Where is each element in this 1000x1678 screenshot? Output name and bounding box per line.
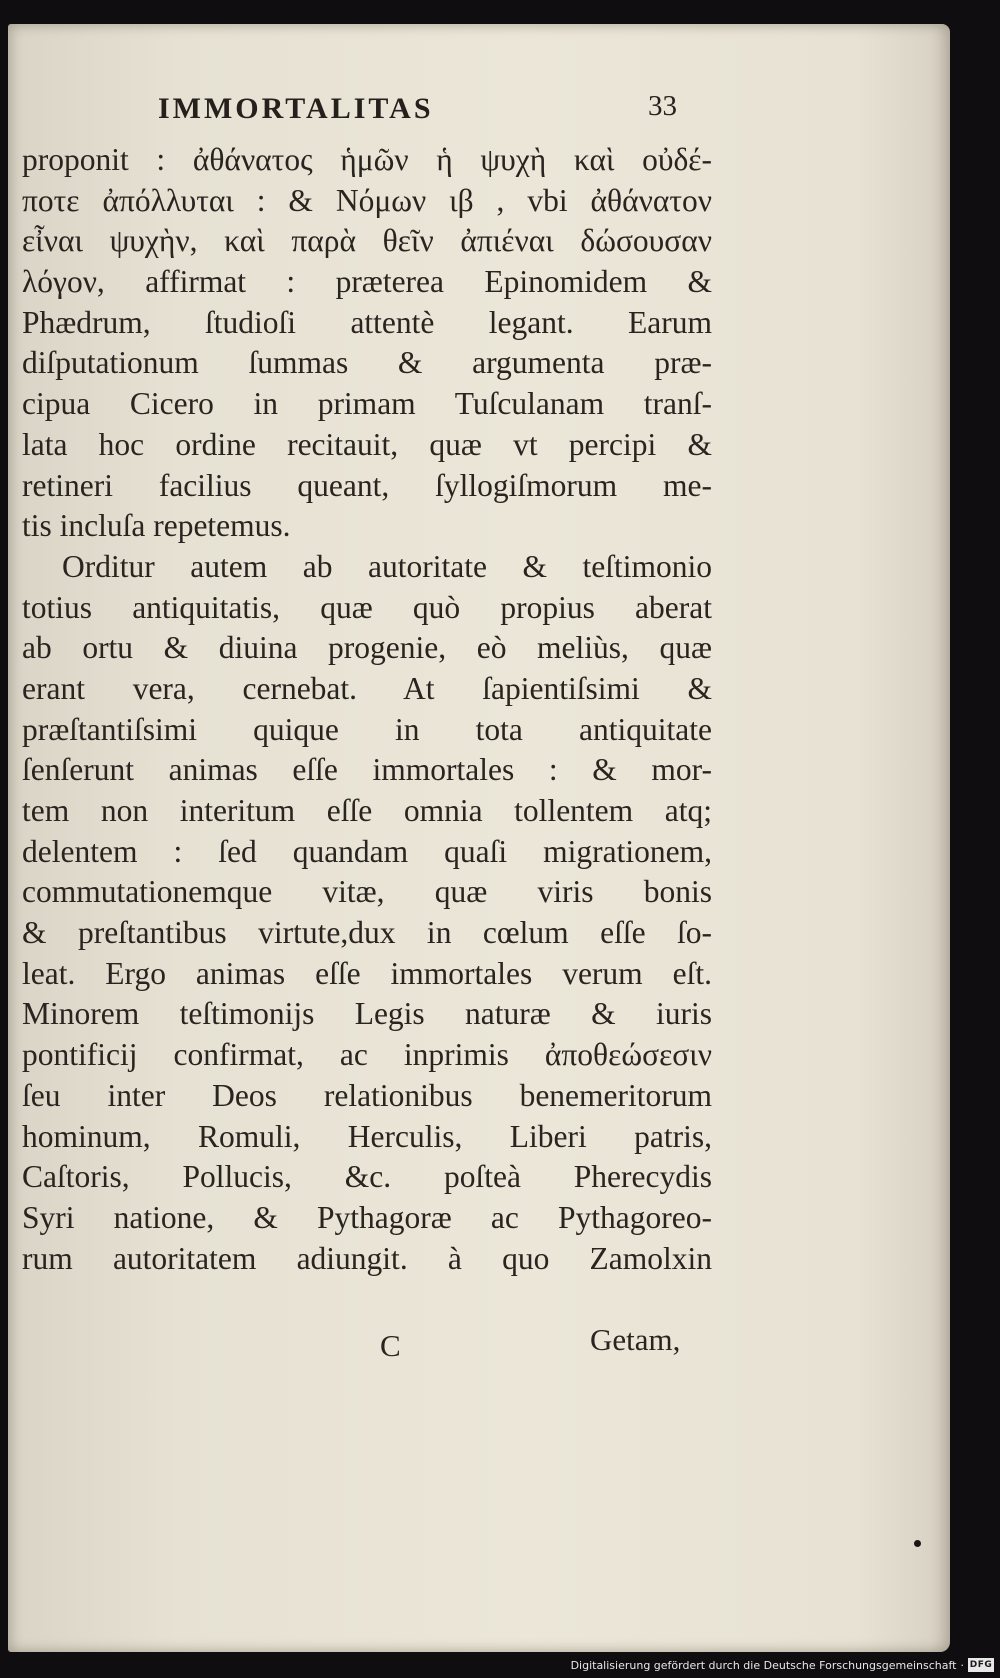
text-line: ſeu inter Deos relationibus benemeritorum [22,1077,712,1113]
text-line: Caſtoris, Pollucis, &c. poſteà Pherecydis [22,1159,712,1195]
text-line: retineri facilius queant, ſyllogiſmorum me- [22,467,712,503]
ink-speck [914,1540,921,1547]
credit-text: Digitalisierung gefördert durch die Deutsche Forschungsgemeinschaft [570,1658,957,1672]
paragraph-start-line: Orditur autem ab autoritate & teſtimonio [62,548,712,584]
separator-dot: · [960,1658,964,1672]
text-line: leat. Ergo animas eſſe immortales verum eſt. [22,955,712,991]
text-line: λόγον, affirmat : præterea Epinomidem & [22,264,712,300]
body-text [22,140,712,1279]
text-line: erant vera, cernebat. At ſapientiſsimi & [22,670,712,706]
dfg-logo-icon: DFG [969,1660,993,1670]
text-line: & preſtantibus virtute,dux in cœlum eſſe ſo- [22,915,712,951]
page-number: 33 [648,90,677,122]
text-line: diſputationum ſummas & argumenta præ- [22,345,712,381]
text-line: delentem : ſed quandam quaſi migrationem, [22,833,712,869]
text-line: tis incluſa repetemus. [22,508,291,544]
signature-mark: C [380,1328,401,1363]
text-line: Phædrum, ſtudioſi attentè legant. Earum [22,304,712,340]
text-line: ab ortu & diuina progenie, eò meliùs, quæ [22,630,712,666]
text-line: rum autoritatem adiungit. à quo Zamolxin [22,1240,712,1276]
text-line: cipua Cicero in primam Tuſculanam tranſ- [22,386,712,422]
text-line: ποτε ἀπόλλυται : & Νόμων ιβ , vbi ἀθάνατον [22,182,712,218]
text-line: præſtantiſsimi quique in tota antiquitate [22,711,712,747]
digitization-credit [571,1654,994,1676]
text-line: Minorem teſtimonijs Legis naturæ & iuris [22,996,712,1032]
text-line: totius antiquitatis, quæ quò propius aberat [22,589,712,625]
text-line: ſenſerunt animas eſſe immortales : & mor- [22,752,712,788]
running-head [0,92,1000,136]
catchword: Getam, [590,1322,681,1357]
text-line: tem non interitum eſſe omnia tollentem atq; [22,793,712,828]
text-line: proponit : ἀθάνατος ἡμῶν ἡ ψυχὴ καὶ οὐδέ- [22,142,712,177]
text-line: Syri natione, & Pythagoræ ac Pythagoreo- [22,1199,712,1235]
text-line: pontificij confirmat, ac inprimis ἀποθεώσεσιν [22,1037,712,1073]
text-line: εἶναι ψυχὴν, καὶ παρὰ θεῖν ἀπιέναι δώσουσαν [22,223,712,259]
text-line: commutationemque vitæ, quæ viris bonis [22,874,712,910]
text-line: lata hoc ordine recitauit, quæ vt percipi & [22,426,712,462]
running-title: IMMORTALITAS [158,92,434,125]
text-line: hominum, Romuli, Herculis, Liberi patris, [22,1118,712,1154]
